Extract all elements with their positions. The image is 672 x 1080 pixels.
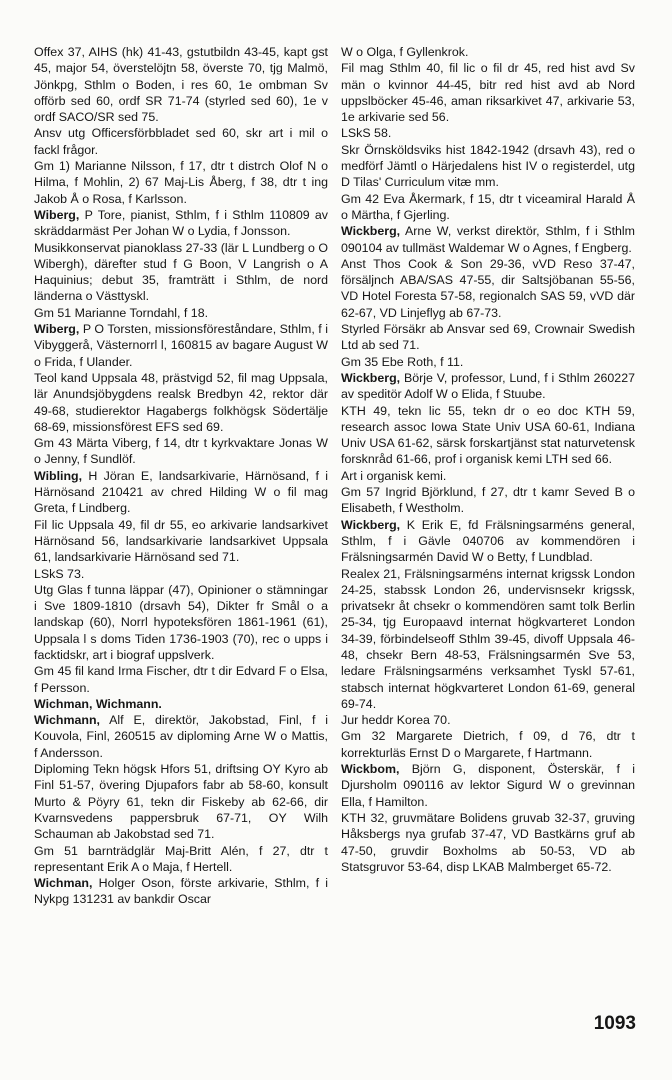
entry-heading: Wibling, — [34, 468, 83, 483]
list-item: Utg Glas f tunna läppar (47), Opinioner o stämningar i Sve 1809-1810 (drsavh 54), Dikter fr Smål o a landskap (60), Norrl hypoteksfören 1861-1961 (61), Uppsala l s doms Tiden 1736-1903 (70), rec o upps i facktidskr, art i biograf uppslverk. — [34, 582, 328, 662]
entry-heading: Wickbom, — [341, 762, 400, 777]
list-item: Wibling, H Jöran E, landsarkivarie, Härnösand, f i Härnösand 210421 av chred Hilding W o fil mag Greta, f Lindberg. — [34, 468, 328, 516]
page-number: 1093 — [593, 1013, 636, 1034]
list-item: LSkS 73. — [34, 566, 85, 581]
list-item: Fil lic Uppsala 49, fil dr 55, eo arkivarie landsarkivet Härnösand 56, landsarkivarie landsarkivet Uppsala 61, landsarkivarie Härnösand sed 71. — [34, 517, 328, 565]
right-column — [341, 44, 635, 875]
list-item: Gm 45 fil kand Irma Fischer, dtr t dir Edvard F o Elsa, f Persson. — [34, 664, 328, 695]
list-item: LSkS 58. — [341, 126, 392, 141]
entry-heading: Wiberg, — [34, 322, 80, 337]
list-item: KTH 49, tekn lic 55, tekn dr o eo doc KTH 59, research assoc Iowa State Univ USA 60-61, Indiana Univ USA 61-62, särsk forskartjänst stat naturvetensk forsknråd 61-66, prof i organisk kemi LTH sed 66. — [341, 403, 635, 467]
list-item: Wickbom, Björn G, disponent, Österskär, f i Djursholm 090116 av lektor Sigurd W o grevinnan Ella, f Hamilton. — [341, 762, 635, 809]
list-item: Wiberg, P O Torsten, missionsföreståndare, Sthlm, f i Vibyggerå, Västernorrl l, 160815 av bagare August W o Frida, f Ulander. — [34, 322, 329, 369]
list-item: Wichman, Holger Oson, förste arkivarie, Sthlm, f i Nykpg 131231 av bankdir Oscar — [34, 876, 328, 907]
entry-heading: Wiberg, — [34, 207, 80, 222]
entry-heading: Wichman, — [34, 876, 93, 891]
list-item: Gm 42 Eva Åkermark, f 15, dtr t viceamiral Harald Å o Märtha, f Gjerling. — [341, 191, 635, 222]
list-item: KTH 32, gruvmätare Bolidens gruvab 32-37, gruving Håksbergs nya grufab 37-47, VD Bastkärns gruf ab 47-50, gruvdir Boxholms ab 50-53, VD ab Statsgruvor 53-64, disp LKAB Malmberget 65-72. — [341, 810, 635, 874]
list-item: Gm 43 Märta Viberg, f 14, dtr t kyrkvaktare Jonas W o Jenny, f Sundlöf. — [34, 436, 328, 467]
list-item: Jur heddr Korea 70. — [341, 713, 451, 728]
entry-heading: Wickberg, — [341, 517, 401, 532]
list-item: Offex 37, AIHS (hk) 41-43, gstutbildn 43-45, kapt gst 45, major 54, överstelöjtn 58, överste 70, tjg Malmö, Jönkpg, Sthlm o Boden, i res 60, 1e ombman Sv offörb sed 60, ordf SR 71-74 (styrled sed 60), 1e v ordf SACO/SR sed 75. — [34, 45, 328, 125]
entry-heading: Wichman, Wichmann. — [34, 696, 162, 711]
list-item: Musikkonservat pianoklass 27-33 (lär L Lundberg o O Wibergh), därefter stud f G Boon, V Langrish o A Haquinius; debut 35, framträtt i Sthlm, de nord länderna o Västtyskl. — [34, 240, 328, 304]
list-item: W o Olga, f Gyllenkrok. — [341, 45, 469, 59]
list-item: Gm 57 Ingrid Björklund, f 27, dtr t kamr Seved B o Elisabeth, f Westholm. — [341, 485, 635, 516]
list-item: Gm 51 barnträdglär Maj-Britt Alén, f 27, dtr t representant Erik A o Maja, f Hertell. — [34, 843, 328, 874]
list-item: Gm 32 Margarete Dietrich, f 09, d 76, dtr t korrekturläs Ernst D o Margarete, f Hartmann. — [341, 729, 635, 760]
list-item: Realex 21, Frälsningsarméns internat krigssk London 24-25, stabssk London 26, undervisnsekr krigssk, privatsekr åt chsekr o kommendören samt tolk Berlin 25-34, tjg Europaavd internat högkvarteret London 34-39, förbindelseoff Sthlm 39-45, divoff Uppsala 46-48, chsekr Bern 48-53, Frälsningsarmén Sve 53, ledare Frälsningsarméns verksamhet Tyskl 57-61, stabsch internat högkvarteret London 61-69, general 69-74. — [341, 566, 635, 711]
entry-heading: Wickberg, — [341, 224, 401, 239]
list-item: Styrled Försäkr ab Ansvar sed 69, Crownair Swedish Ltd ab sed 71. — [341, 322, 635, 353]
left-column — [34, 44, 328, 908]
list-item: Anst Thos Cook & Son 29-36, vVD Reso 37-47, försäljnch ABA/SAS 47-55, dir Saltsjöbanan 55-56, VD Hotel Foresta 57-58, regionalch SAS 59, vVD där 62-67, VD Linjeflyg ab 67-73. — [341, 256, 635, 320]
entry-heading: Wichmann, — [34, 713, 100, 728]
list-item: Gm 1) Marianne Nilsson, f 17, dtr t distrch Olof N o Hilma, f Mohlin, 2) 67 Maj-Lis Åberg, f 38, dtr t ing Jakob Å o Rosa, f Karlsson. — [34, 159, 328, 206]
list-item: Wickberg, Arne W, verkst direktör, Sthlm, f i Sthlm 090104 av tullmäst Waldemar W o Agnes, f Engberg. — [341, 224, 635, 255]
list-item: Fil mag Sthlm 40, fil lic o fil dr 45, red hist avd Sv män o kvinnor 44-45, bitr red hist avd ab Nord uppslböcker 45-46, aman riksarkivet 47, arkivarie 53, 1e arkivarie sed 56. — [341, 61, 635, 125]
list-item: Wickberg, K Erik E, fd Frälsningsarméns general, Sthlm, f i Gävle 040706 av kommendören i Frälsningsarmén David W o Betty, f Lundblad. — [341, 517, 635, 565]
list-item: Gm 35 Ebe Roth, f 11. — [341, 354, 464, 369]
list-item — [34, 696, 328, 712]
list-item: Art i organisk kemi. — [341, 468, 447, 483]
list-item: Wichmann, Alf E, direktör, Jakobstad, Finl, f i Kouvola, Finl, 260515 av diploming Arne W o Mattis, f Andersson. — [34, 713, 328, 760]
list-item: Wiberg, P Tore, pianist, Sthlm, f i Sthlm 110809 av skräddarmäst Per Johan W o Lydia, f Jonsson. — [34, 207, 329, 239]
list-item: Teol kand Uppsala 48, prästvigd 52, fil mag Uppsala, lär Anundsjöbygdens realsk Bredbyn 42, rektor där 49-68, studierektor Hagabergs folkhögsk Södertälje 68-69, missionsförest EFS sed 69. — [34, 370, 328, 434]
list-item: Diploming Tekn högsk Hfors 51, driftsing OY Kyro ab Finl 51-57, övering Djupafors fabr ab 58-60, konsult Murto & Pöyry 61, tekn dir Fiskeby ab 62-66, dir Kvarnsvedens pappersbruk 67-71, OY Wilh Schauman ab Jakobstad sed 71. — [34, 762, 328, 842]
list-item: Skr Örnsköldsviks hist 1842-1942 (drsavh 43), red o medförf Jämtl o Härjedalens hist IV o registerdel, utg D Tilas' Curriculum vitæ mm. — [341, 142, 635, 190]
list-item: Wickberg, Börje V, professor, Lund, f i Sthlm 260227 av speditör Adolf W o Elida, f Stuube. — [341, 370, 635, 402]
entry-heading: Wickberg, — [341, 370, 401, 385]
list-item: Ansv utg Officersförbbladet sed 60, skr art i mil o fackl frågor. — [34, 126, 328, 157]
list-item: Gm 51 Marianne Torndahl, f 18. — [34, 305, 209, 320]
